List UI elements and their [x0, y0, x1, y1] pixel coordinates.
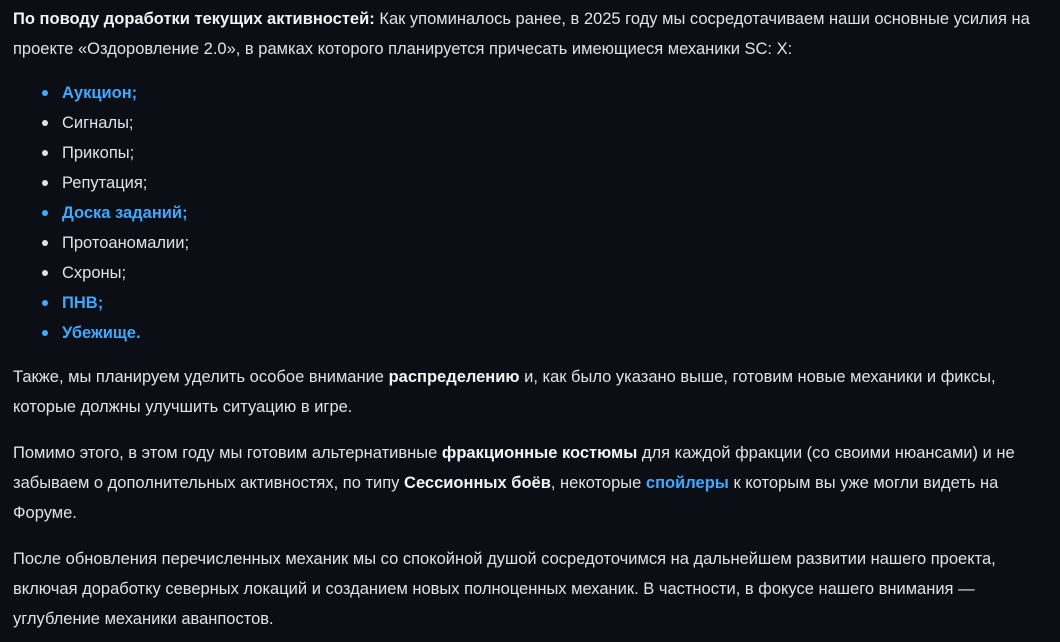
- list-item: [62, 78, 1053, 108]
- costumes-text-2: для каждой фракции (со своими нюансами) и не забываем о дополнительных активностях, по типу: [13, 444, 1015, 492]
- distribution-text-2: и, как было указано выше, готовим новые механики и фиксы, которые должны улучшить ситуацию в игре.: [13, 368, 996, 416]
- spoilers-link[interactable]: спойлеры: [645, 474, 729, 492]
- distribution-bold: распределению: [388, 368, 520, 386]
- distribution-text-1: Также, мы планируем уделить особое внимание: [13, 368, 389, 386]
- intro-paragraph: [13, 4, 1053, 64]
- mechanic-link-shelter[interactable]: Убежище.: [62, 324, 141, 342]
- article-body: [13, 4, 1053, 634]
- costumes-text-3: , некоторые: [550, 474, 646, 492]
- list-item: [62, 318, 1053, 348]
- list-item: Протоаномалии;: [62, 228, 1053, 258]
- list-item: [62, 288, 1053, 318]
- mechanics-list: [13, 78, 1053, 348]
- costumes-text-4: к которым вы уже могли видеть на Форуме.: [13, 474, 999, 522]
- costumes-bold: фракционные костюмы: [441, 444, 638, 462]
- list-item: Прикопы;: [62, 138, 1053, 168]
- future-paragraph: После обновления перечисленных механик мы со спокойной душой сосредоточимся на дальнейшем развитии нашего проекта, включая доработку северных локаций и созданием новых полноценных механик. В частности, в фокусе нашего внимания — углубление механики аванпостов.: [13, 550, 996, 628]
- costumes-text-1: Помимо этого, в этом году мы готовим альтернативные: [13, 444, 442, 462]
- list-item: [62, 198, 1053, 228]
- costumes-paragraph: [13, 438, 1053, 528]
- mechanic-link-nvg[interactable]: ПНВ;: [62, 294, 104, 312]
- list-item: Репутация;: [62, 168, 1053, 198]
- mechanic-link-task-board[interactable]: Доска заданий;: [62, 204, 188, 222]
- distribution-paragraph: [13, 362, 1053, 422]
- list-item: Сигналы;: [62, 108, 1053, 138]
- intro-text: Как упоминалось ранее, в 2025 году мы сосредотачиваем наши основные усилия на проекте «Оздоровление 2.0», в рамках которого планируется причесать имеющиеся механики SC: X:: [13, 10, 1030, 58]
- intro-lead: По поводу доработки текущих активностей:: [13, 10, 375, 28]
- list-item: Схроны;: [62, 258, 1053, 288]
- mechanic-link-auction[interactable]: Аукцион;: [62, 84, 138, 102]
- session-battles-bold: Сессионных боёв: [404, 474, 551, 492]
